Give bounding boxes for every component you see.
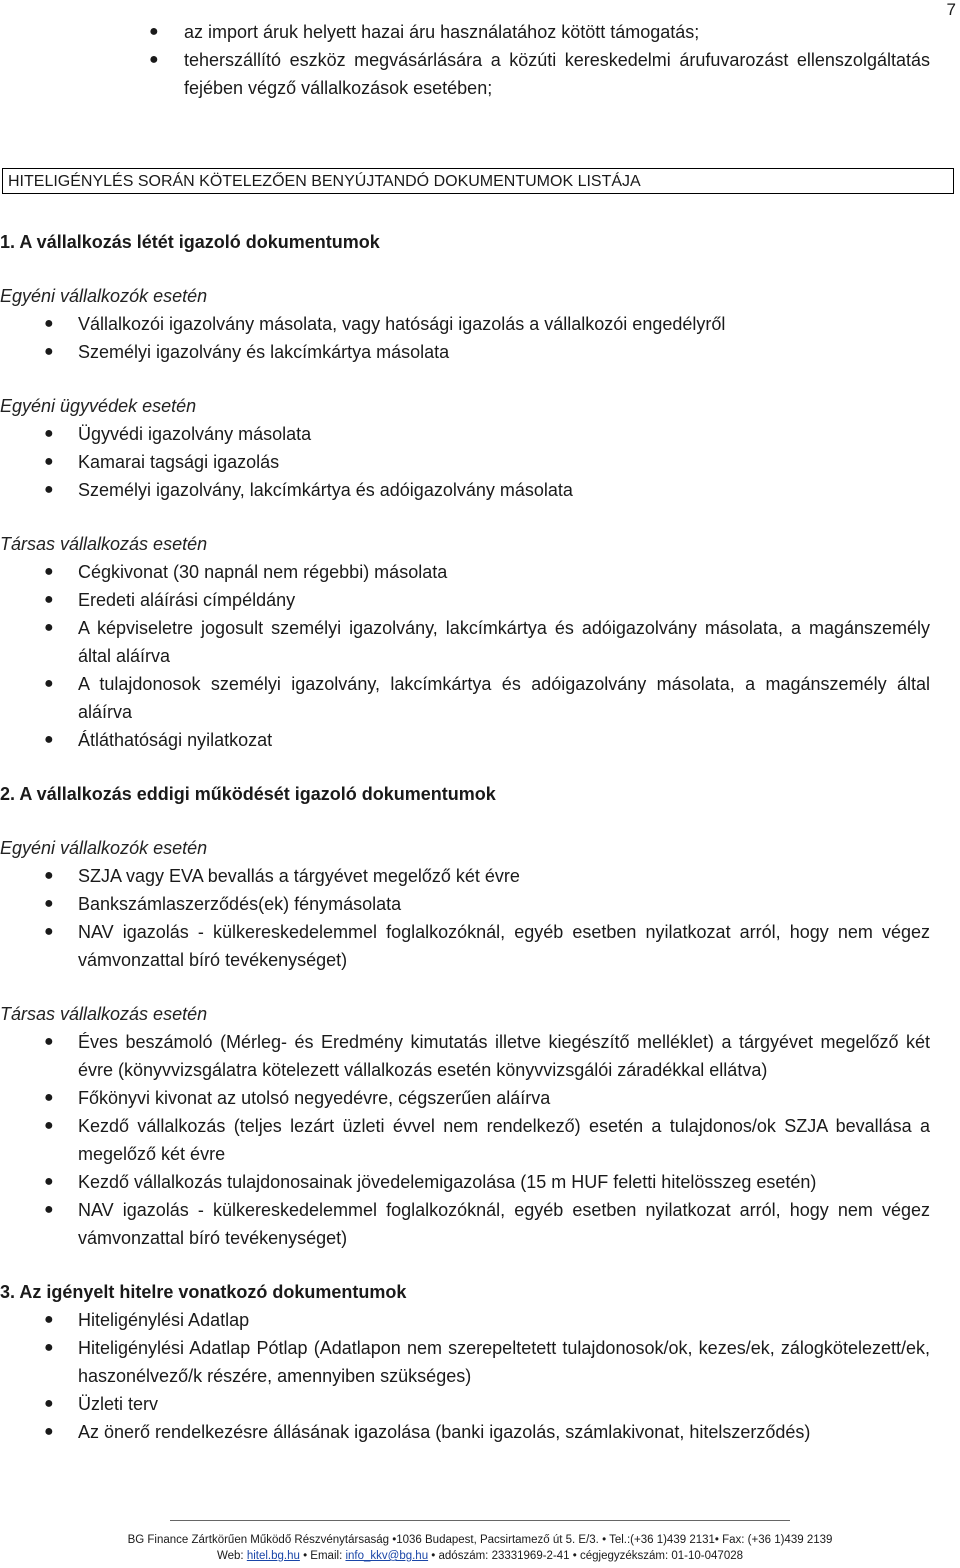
- list-item: ● NAV igazolás - külkereskedelemmel foglalkozóknál, egyéb esetben nyilatkozat arról, hogy nem végez vámvonzattal bíró tevékenységet): [0, 1196, 930, 1252]
- bullet-icon: ●: [44, 425, 54, 442]
- bullet-icon: ●: [44, 619, 54, 636]
- list-item: ● Kezdő vállalkozás tulajdonosainak jövedelemigazolása (15 m HUF feletti hitelösszeg esetén): [0, 1168, 930, 1196]
- bullet-icon: ●: [44, 731, 54, 748]
- bullet-icon: ●: [44, 563, 54, 580]
- list-item: ● SZJA vagy EVA bevallás a tárgyévet megelőző két évre: [0, 862, 930, 890]
- list-item: ● Vállalkozói igazolvány másolata, vagy hatósági igazolás a vállalkozói engedélyről: [0, 310, 930, 338]
- list-item: ● Bankszámlaszerződés(ek) fénymásolata: [0, 890, 930, 918]
- list-item: ● Kamarai tagsági igazolás: [0, 448, 930, 476]
- group-heading: Egyéni vállalkozók esetén: [0, 838, 208, 858]
- section-title: 1. A vállalkozás létét igazoló dokumentumok: [0, 232, 380, 252]
- list-item: ● az import áruk helyett hazai áru használatához kötött támogatás;: [0, 18, 930, 46]
- bullet-icon: ●: [44, 1395, 54, 1412]
- page-number: 7: [946, 0, 956, 19]
- list-item: ● Ügyvédi igazolvány másolata: [0, 420, 930, 448]
- bullet-icon: ●: [44, 1201, 54, 1218]
- list-item: ● Hiteligénylési Adatlap: [0, 1306, 930, 1334]
- top-list: [0, 18, 930, 102]
- list-item: ● Kezdő vállalkozás (teljes lezárt üzleti évvel nem rendelkező) esetén a tulajdonos/ok SZJA bevallása a megelőző két évre: [0, 1112, 930, 1168]
- list-item: ● NAV igazolás - külkereskedelemmel foglalkozóknál, egyéb esetben nyilatkozat arról, hogy nem végez vámvonzattal bíró tevékenységet): [0, 918, 930, 974]
- bullet-icon: ●: [44, 1423, 54, 1440]
- bullet-icon: ●: [44, 675, 54, 692]
- footer-address: BG Finance Zártkörűen Működő Részvénytársaság •1036 Budapest, Pacsirtamező út 5. E/3. • Tel.:(+36 1)439 2131• Fax: (+36 1)439 2139: [127, 1534, 833, 1546]
- bullet-icon: ●: [44, 453, 54, 470]
- group-heading: Egyéni ügyvédek esetén: [0, 396, 197, 416]
- bullet-icon: ●: [44, 343, 54, 360]
- list-item: ● Éves beszámoló (Mérleg- és Eredmény kimutatás illetve kiegészítő melléklet) a tárgyévet megelőző két évre (könyvvizsgálatra kötelezett vállalkozás esetén könyvvizsgálói záradékkal ellátva): [0, 1028, 930, 1084]
- bullet-icon: ●: [44, 867, 54, 884]
- list-item: ● A tulajdonosok személyi igazolvány, lakcímkártya és adóigazolvány másolata, a magánszemély által aláírva: [0, 670, 930, 726]
- document-content: [0, 228, 930, 1446]
- bullet-icon: ●: [44, 481, 54, 498]
- email-link[interactable]: info_kkv@bg.hu: [345, 1550, 429, 1562]
- bullet-icon: ●: [44, 1089, 54, 1106]
- group-heading: Egyéni vállalkozók esetén: [0, 286, 208, 306]
- list-item: ● Cégkivonat (30 napnál nem régebbi) másolata: [0, 558, 930, 586]
- bullet-icon: ●: [44, 591, 54, 608]
- footer-divider: [170, 1520, 790, 1521]
- web-link[interactable]: hitel.bg.hu: [246, 1550, 300, 1562]
- document-list-header: HITELIGÉNYLÉS SORÁN KÖTELEZŐEN BENYÚJTANDÓ DOKUMENTUMOK LISTÁJA: [2, 168, 954, 194]
- section-title: 2. A vállalkozás eddigi működését igazoló dokumentumok: [0, 784, 496, 804]
- bullet-icon: ●: [44, 1339, 54, 1356]
- list-item: ● Átláthatósági nyilatkozat: [0, 726, 930, 754]
- footer-contact: Web: hitel.bg.hu • Email: info_kkv@bg.hu • adószám: 23331969-2-41 • cégjegyzékszám: 01-10-047028: [216, 1550, 744, 1562]
- list-item: ● Személyi igazolvány, lakcímkártya és adóigazolvány másolata: [0, 476, 930, 504]
- group-heading: Társas vállalkozás esetén: [0, 534, 208, 554]
- list-item: ● teherszállító eszköz megvásárlására a közúti kereskedelmi árufuvarozást ellenszolgáltatás fejében végző vállalkozások esetében;: [0, 46, 930, 102]
- list-item: ● Az önerő rendelkezésre állásának igazolása (banki igazolás, számlakivonat, hitelszerződés): [0, 1418, 930, 1446]
- bullet-icon: ●: [44, 315, 54, 332]
- list-item: ● Hiteligénylési Adatlap Pótlap (Adatlapon nem szerepeltetett tulajdonosok/ok, kezes/ek, zálogkötelezett/ek, haszonélvező/k részére, amennyiben szükséges): [0, 1334, 930, 1390]
- list-item: ● Főkönyvi kivonat az utolsó negyedévre, cégszerűen aláírva: [0, 1084, 930, 1112]
- bullet-icon: ●: [44, 1117, 54, 1134]
- bullet-icon: ●: [44, 1173, 54, 1190]
- list-item: ● Személyi igazolvány és lakcímkártya másolata: [0, 338, 930, 366]
- section-title: 3. Az igényelt hitelre vonatkozó dokumentumok: [0, 1282, 407, 1302]
- list-item: ● A képviseletre jogosult személyi igazolvány, lakcímkártya és adóigazolvány másolata, a magánszemély által aláírva: [0, 614, 930, 670]
- group-heading: Társas vállalkozás esetén: [0, 1004, 208, 1024]
- bullet-icon: ●: [44, 1033, 54, 1050]
- footer: [0, 1532, 960, 1564]
- list-item: ● Eredeti aláírási címpéldány: [0, 586, 930, 614]
- bullet-icon: ●: [149, 23, 159, 40]
- list-item: ● Üzleti terv: [0, 1390, 930, 1418]
- bullet-icon: ●: [44, 1311, 54, 1328]
- bullet-icon: ●: [44, 923, 54, 940]
- bullet-icon: ●: [149, 51, 159, 68]
- bullet-icon: ●: [44, 895, 54, 912]
